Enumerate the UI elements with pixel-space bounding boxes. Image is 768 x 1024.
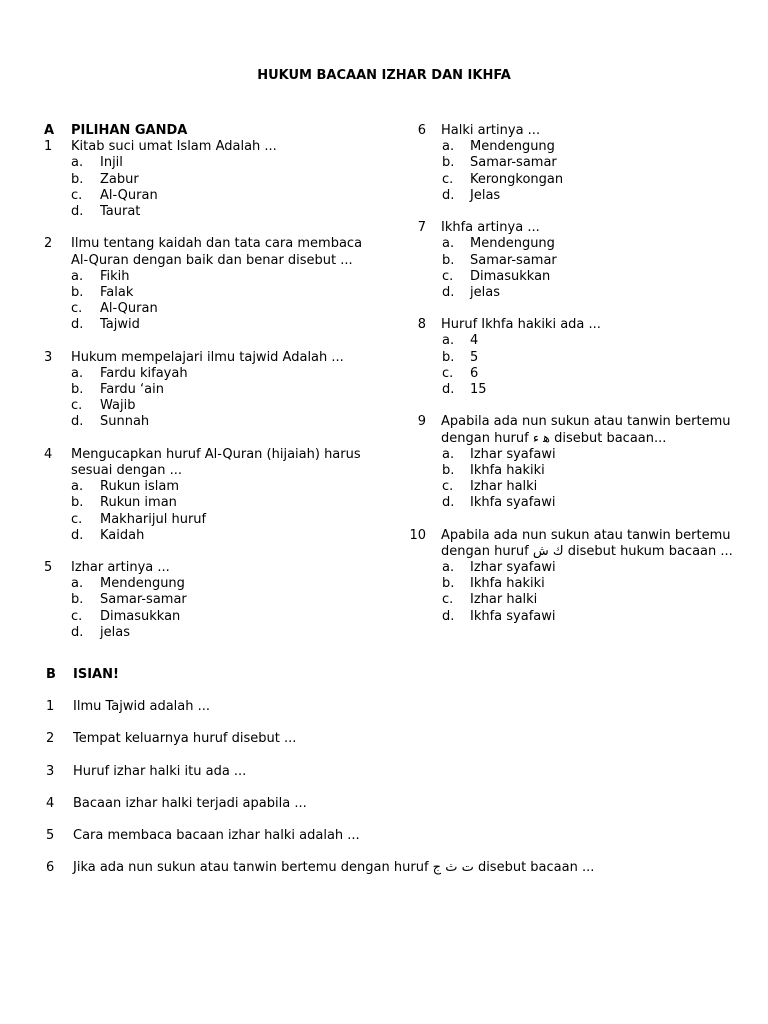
answer-option	[408, 609, 748, 625]
question-text: dengan huruf ﻫ ء disebut bacaan...	[441, 430, 667, 446]
item-text: Cara membaca bacaan izhar halki adalah ...	[73, 827, 360, 843]
option-letter: a.	[71, 576, 84, 592]
question-block	[408, 123, 748, 204]
question-spacer	[408, 301, 748, 317]
item-number: 5	[46, 827, 55, 843]
question-line	[44, 350, 384, 366]
option-letter: c.	[442, 365, 454, 381]
question-text: Halki artinya ...	[441, 123, 541, 138]
option-text: Falak	[100, 284, 134, 300]
question-text: Ikhfa artinya ...	[441, 220, 540, 236]
option-text: 6	[470, 365, 479, 381]
answer-option	[44, 479, 384, 495]
question-block	[44, 560, 384, 641]
section-a-left-column	[44, 123, 384, 641]
answer-option	[408, 463, 748, 479]
answer-option	[44, 625, 384, 641]
option-letter: d.	[442, 284, 455, 300]
option-text: Izhar halki	[470, 592, 538, 608]
option-letter: a.	[71, 479, 84, 495]
answer-option	[44, 155, 384, 171]
question-text: Apabila ada nun sukun atau tanwin bertemu	[441, 527, 731, 543]
question-block	[44, 447, 384, 544]
answer-option	[408, 236, 748, 252]
option-text: Dimasukkan	[100, 608, 181, 624]
question-line	[44, 139, 384, 155]
option-letter: d.	[71, 203, 84, 219]
option-text: Sunnah	[100, 414, 150, 430]
section-a-right-column	[408, 123, 748, 625]
answer-option	[44, 269, 384, 285]
option-letter: a.	[442, 333, 455, 349]
question-text: dengan huruf ك ش disebut hukum bacaan ...	[441, 543, 733, 559]
option-letter: c.	[442, 592, 454, 608]
question-number: 1	[44, 139, 53, 155]
question-block	[408, 414, 748, 511]
question-line	[408, 431, 748, 447]
question-line	[44, 560, 384, 576]
answer-option	[408, 495, 748, 511]
question-text: Kitab suci umat Islam Adalah ...	[71, 139, 277, 155]
question-block	[408, 317, 748, 398]
fill-in-list	[46, 698, 736, 877]
item-text: Jika ada nun sukun atau tanwin bertemu dengan huruf ت ث ج disebut bacaan ...	[73, 860, 595, 876]
question-text: Hukum mempelajari ilmu tajwid Adalah ...	[71, 349, 344, 365]
item-text: Huruf izhar halki itu ada ...	[73, 763, 247, 779]
option-text: Al-Quran	[100, 301, 158, 317]
section-b	[46, 666, 736, 877]
answer-option	[44, 285, 384, 301]
section-letter: B	[46, 667, 56, 682]
question-text: Al-Quran dengan baik dan benar disebut ...	[71, 252, 353, 268]
question-number: 5	[44, 560, 53, 576]
option-text: Mendengung	[100, 576, 185, 592]
question-number: 2	[44, 236, 53, 252]
section-heading-label: PILIHAN GANDA	[71, 123, 188, 138]
option-letter: b.	[71, 284, 84, 300]
answer-option	[44, 317, 384, 333]
option-letter: a.	[442, 236, 455, 252]
answer-option	[44, 188, 384, 204]
option-text: Tajwid	[100, 317, 140, 333]
question-spacer	[44, 333, 384, 349]
question-line	[44, 447, 384, 463]
question-block	[44, 139, 384, 220]
option-letter: a.	[442, 139, 455, 155]
question-spacer	[408, 512, 748, 528]
answer-option	[44, 382, 384, 398]
option-letter: d.	[71, 527, 84, 543]
option-letter: c.	[442, 171, 454, 187]
option-letter: b.	[442, 155, 455, 171]
option-text: 5	[470, 349, 479, 365]
answer-option	[44, 172, 384, 188]
answer-option	[44, 609, 384, 625]
question-text: Huruf Ikhfa hakiki ada ...	[441, 317, 601, 333]
option-text: Samar-samar	[470, 252, 557, 268]
answer-option	[44, 366, 384, 382]
option-letter: d.	[71, 317, 84, 333]
option-text: Mendengung	[470, 236, 555, 252]
option-letter: d.	[442, 495, 455, 511]
fill-in-item	[46, 827, 736, 845]
answer-option	[44, 398, 384, 414]
option-letter: c.	[71, 187, 83, 203]
question-line	[408, 123, 748, 139]
answer-option	[408, 350, 748, 366]
option-text: Zabur	[100, 171, 139, 187]
option-text: Fardu kifayah	[100, 365, 188, 381]
option-letter: c.	[71, 608, 83, 624]
item-number: 2	[46, 731, 55, 747]
option-text: Ikhfa syafawi	[470, 608, 556, 624]
option-text: Izhar syafawi	[470, 446, 556, 462]
question-number: 9	[417, 414, 426, 430]
question-number: 7	[417, 220, 426, 236]
answer-option	[44, 592, 384, 608]
option-text: Kaidah	[100, 527, 145, 543]
answer-option	[408, 269, 748, 285]
question-line	[44, 236, 384, 252]
question-text: Apabila ada nun sukun atau tanwin bertemu	[441, 414, 731, 430]
option-text: Fardu ‘ain	[100, 382, 164, 397]
section-b-heading	[46, 666, 736, 684]
option-text: Jelas	[470, 187, 501, 203]
option-letter: b.	[442, 576, 455, 592]
answer-option	[408, 592, 748, 608]
option-letter: c.	[71, 398, 83, 414]
option-letter: c.	[442, 479, 454, 495]
question-number: 10	[409, 527, 426, 543]
question-block	[408, 220, 748, 301]
answer-option	[408, 188, 748, 204]
option-letter: b.	[71, 592, 84, 608]
answer-option	[408, 560, 748, 576]
item-text: Bacaan izhar halki terjadi apabila ...	[73, 795, 307, 811]
question-spacer	[408, 398, 748, 414]
question-block	[408, 528, 748, 625]
question-line	[44, 253, 384, 269]
answer-option	[408, 333, 748, 349]
question-text: sesuai dengan ...	[71, 462, 182, 478]
page-title: HUKUM BACAAN IZHAR DAN IKHFA	[257, 68, 511, 83]
option-letter: d.	[442, 382, 455, 397]
option-text: Fikih	[100, 268, 130, 284]
option-letter: c.	[442, 268, 454, 284]
section-a-heading	[44, 123, 384, 139]
option-letter: a.	[442, 446, 455, 462]
option-letter: a.	[71, 155, 84, 171]
option-text: Al-Quran	[100, 187, 158, 203]
option-letter: b.	[71, 495, 84, 511]
option-letter: a.	[442, 560, 455, 576]
question-line	[408, 528, 748, 544]
option-letter: b.	[442, 252, 455, 268]
question-block	[44, 350, 384, 431]
option-letter: d.	[71, 414, 84, 430]
question-spacer	[408, 204, 748, 220]
item-number: 4	[46, 795, 55, 811]
answer-option	[408, 155, 748, 171]
answer-option	[44, 301, 384, 317]
option-text: Ikhfa syafawi	[470, 495, 556, 511]
option-text: Kerongkongan	[470, 171, 564, 187]
section-heading-label: ISIAN!	[73, 667, 119, 682]
fill-in-item	[46, 795, 736, 813]
item-text: Tempat keluarnya huruf disebut ...	[73, 731, 297, 747]
answer-option	[408, 139, 748, 155]
option-text: Wajib	[100, 398, 136, 414]
option-text: Rukun iman	[100, 495, 177, 511]
item-number: 1	[46, 699, 55, 715]
question-line	[408, 414, 748, 430]
question-spacer	[44, 544, 384, 560]
option-text: Ikhfa hakiki	[470, 462, 545, 478]
question-number: 3	[44, 349, 53, 365]
question-spacer	[44, 220, 384, 236]
answer-option	[408, 382, 748, 398]
question-line	[408, 317, 748, 333]
fill-in-item	[46, 698, 736, 716]
option-text: jelas	[100, 624, 130, 640]
option-letter: a.	[71, 365, 84, 381]
item-number: 3	[46, 763, 55, 779]
option-text: Izhar syafawi	[470, 560, 556, 576]
option-text: Samar-samar	[100, 592, 187, 608]
option-text: Ikhfa hakiki	[470, 576, 545, 592]
option-text: 15	[470, 382, 487, 397]
question-list-right	[408, 123, 748, 625]
option-text: Taurat	[100, 203, 141, 219]
option-letter: b.	[442, 349, 455, 365]
question-text: Ilmu tentang kaidah dan tata cara membaca	[71, 236, 363, 252]
option-letter: d.	[442, 187, 455, 203]
option-text: 4	[470, 333, 479, 349]
question-number: 4	[44, 446, 53, 462]
option-letter: c.	[71, 511, 83, 527]
answer-option	[408, 253, 748, 269]
section-letter: A	[44, 123, 55, 138]
question-text: Izhar artinya ...	[71, 560, 170, 576]
question-number: 8	[417, 317, 426, 333]
question-list-left	[44, 139, 384, 641]
option-text: Mendengung	[470, 139, 555, 155]
option-text: jelas	[470, 284, 500, 300]
question-line	[408, 220, 748, 236]
fill-in-item	[46, 859, 736, 877]
answer-option	[44, 204, 384, 220]
option-text: Makharijul huruf	[100, 511, 207, 527]
answer-option	[44, 528, 384, 544]
option-text: Injil	[100, 155, 123, 171]
option-text: Dimasukkan	[470, 268, 551, 284]
option-text: Rukun islam	[100, 479, 180, 495]
item-text: Ilmu Tajwid adalah ...	[73, 699, 211, 715]
question-number: 6	[417, 123, 426, 138]
fill-in-item	[46, 763, 736, 781]
answer-option	[44, 576, 384, 592]
answer-option	[408, 447, 748, 463]
option-letter: a.	[71, 268, 84, 284]
item-number: 6	[46, 860, 55, 876]
option-letter: d.	[442, 608, 455, 624]
option-letter: b.	[442, 462, 455, 478]
question-text: Mengucapkan huruf Al-Quran (hijaiah) harus	[71, 446, 361, 462]
question-block	[44, 236, 384, 333]
answer-option	[408, 366, 748, 382]
question-line	[44, 463, 384, 479]
answer-option	[44, 495, 384, 511]
option-letter: c.	[71, 301, 83, 317]
answer-option	[44, 414, 384, 430]
fill-in-item	[46, 730, 736, 748]
option-letter: b.	[71, 171, 84, 187]
option-text: Samar-samar	[470, 155, 557, 171]
option-letter: b.	[71, 382, 84, 397]
question-line	[408, 544, 748, 560]
answer-option	[44, 512, 384, 528]
option-letter: d.	[71, 624, 84, 640]
option-text: Izhar halki	[470, 479, 538, 495]
answer-option	[408, 172, 748, 188]
question-spacer	[44, 431, 384, 447]
answer-option	[408, 576, 748, 592]
answer-option	[408, 285, 748, 301]
answer-option	[408, 479, 748, 495]
